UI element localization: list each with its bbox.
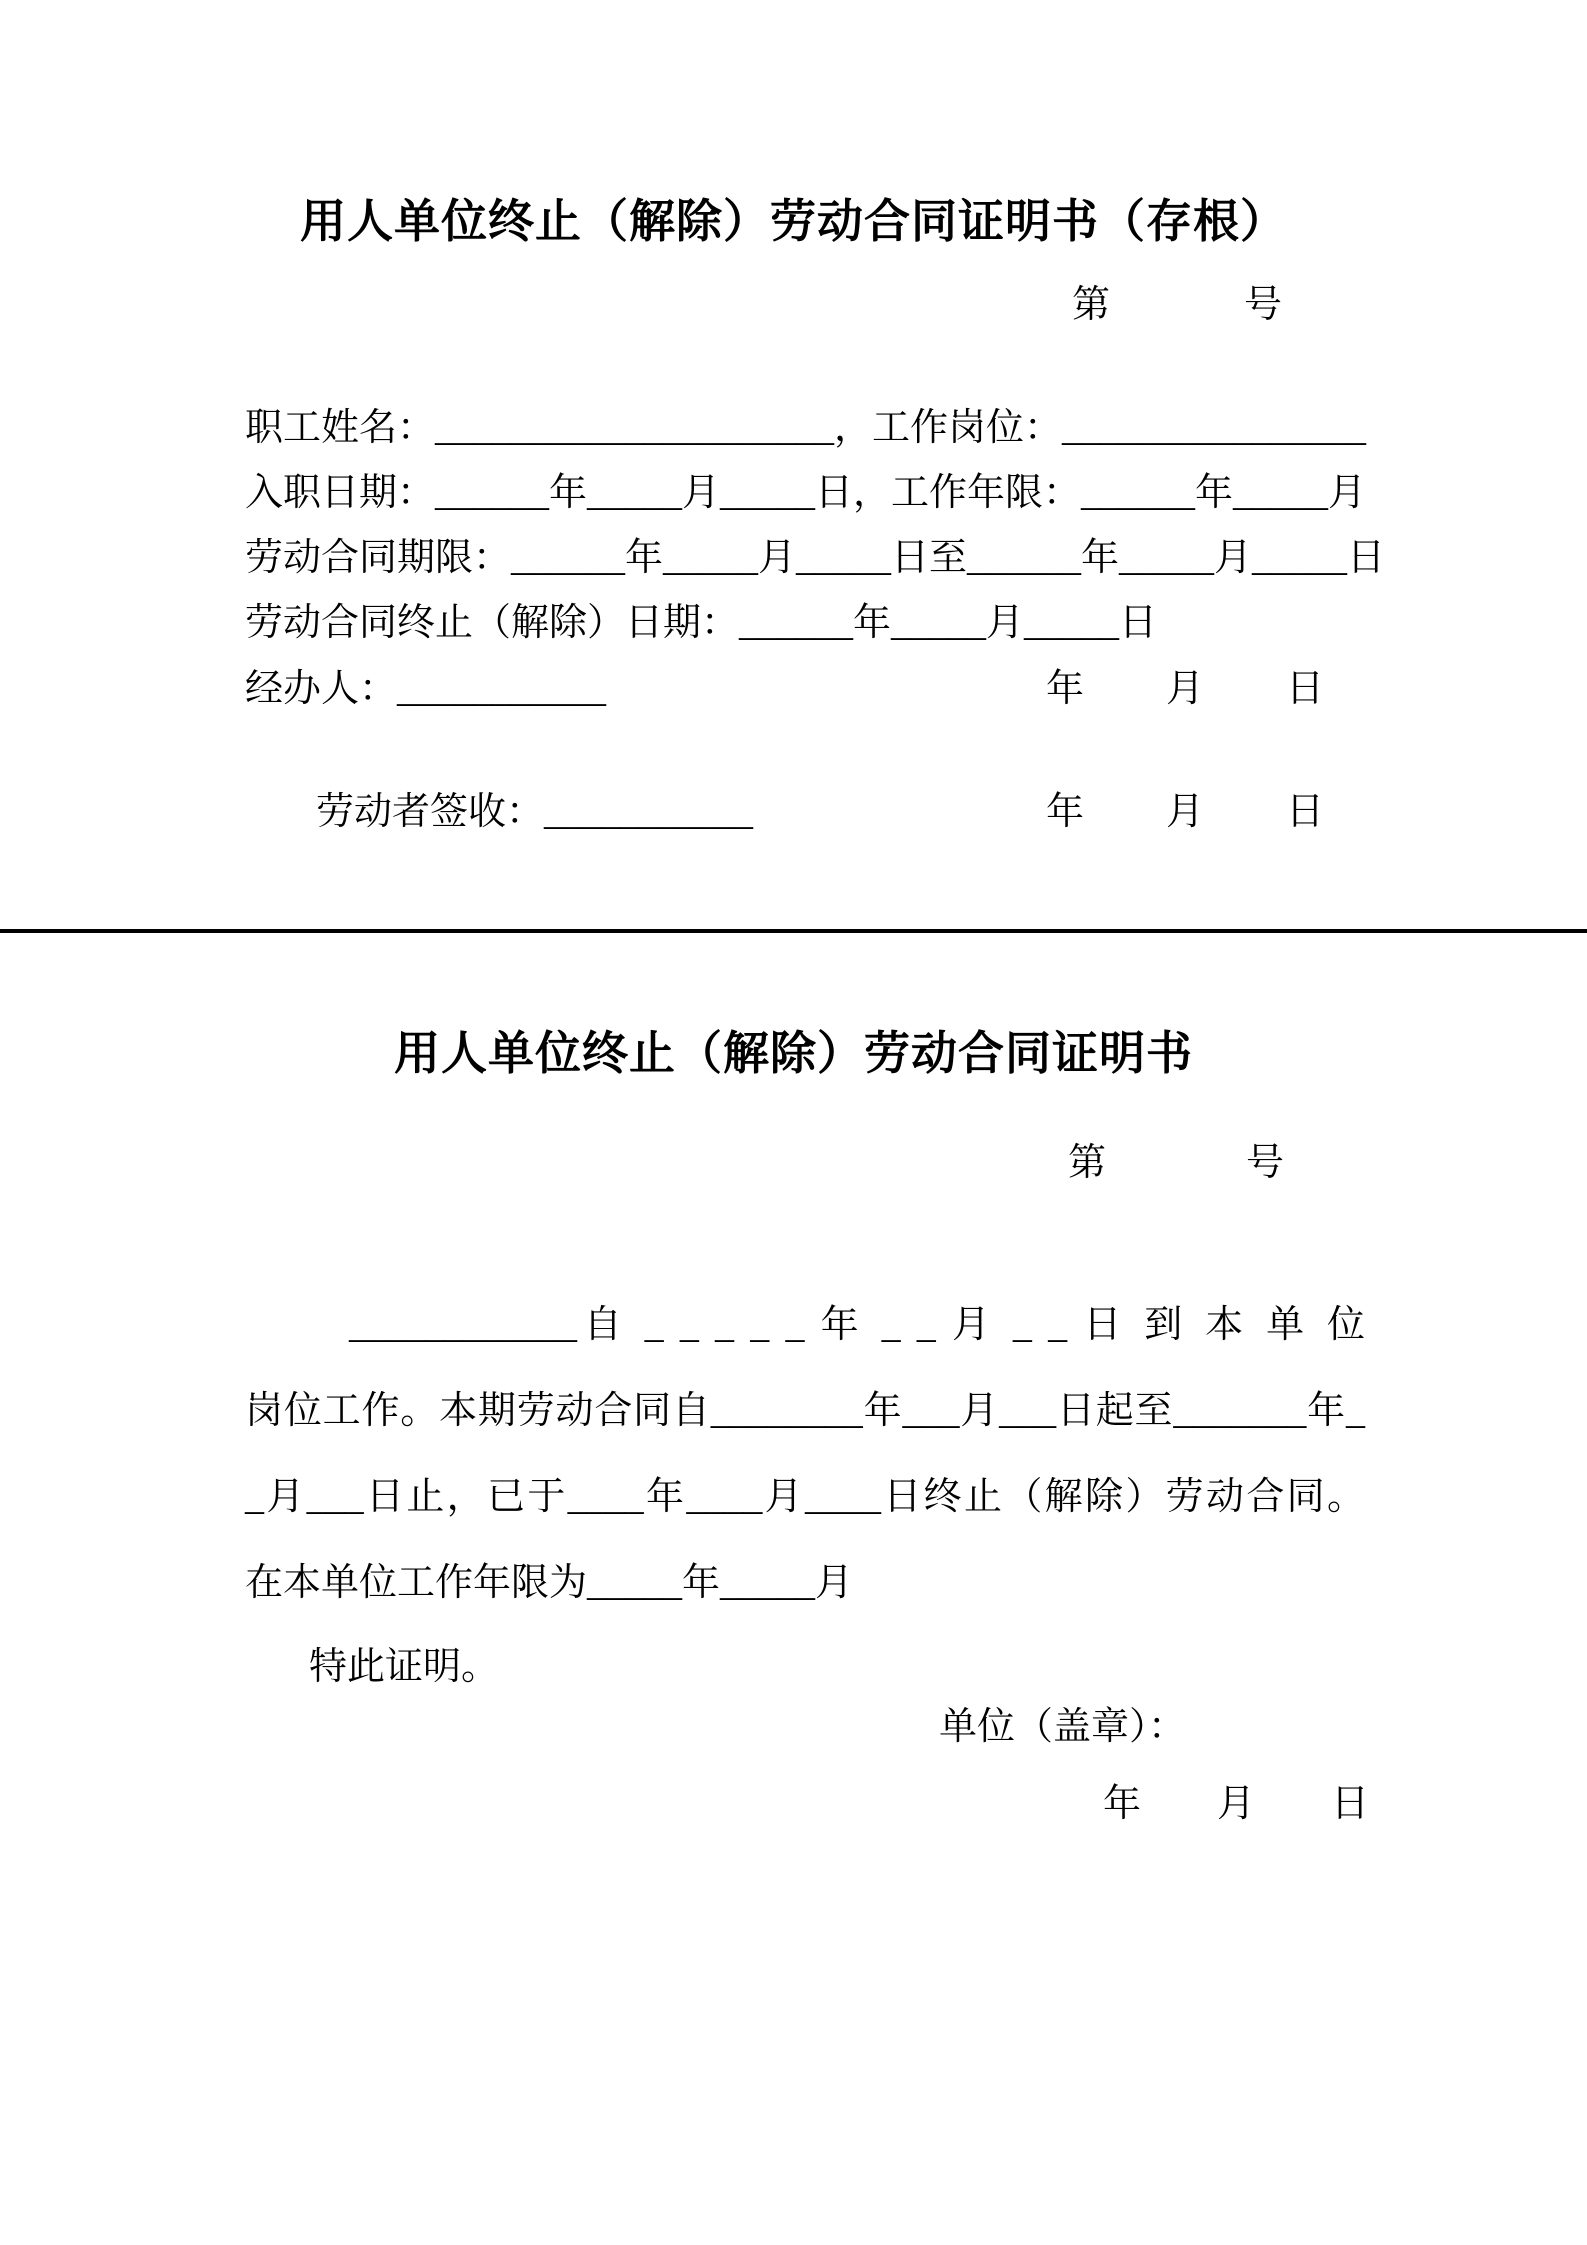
day-label: 日: [1286, 668, 1325, 710]
handler-label: 经办人：___________: [245, 668, 607, 710]
signature-date-line: [1046, 790, 1324, 836]
contract-termination-date-row: 劳动合同终止（解除）日期：______年_____月_____日: [245, 602, 1158, 644]
employee-signature-label: 劳动者签收：___________: [316, 791, 754, 833]
stub-serial-prefix: 第: [1072, 284, 1111, 326]
employee-name-position-row: 职工姓名：_____________________，工作岗位：________________: [245, 407, 1367, 449]
certificate-serial-line: [1068, 1141, 1284, 1187]
certificate-serial-prefix: 第: [1068, 1142, 1107, 1184]
cut-line-divider: [0, 929, 1587, 933]
contract-term-row: 劳动合同期限：______年_____月_____日至______年_____月_____日: [245, 537, 1386, 579]
month-label: 月: [1166, 668, 1205, 710]
year-label: 年: [1046, 668, 1085, 710]
day-label: 日: [1331, 1783, 1370, 1825]
stub-serial-line: [1072, 283, 1282, 329]
certificate-body-line-4: 在本单位工作年限为_____年_____月: [245, 1562, 854, 1604]
certificate-body-line-2: 岗位工作。本期劳动合同自________年___月___日起至_______年_: [245, 1390, 1365, 1432]
year-label: 年: [1103, 1783, 1142, 1825]
certificate-body-line-3: _月___日止，已于____年____月____日终止（解除）劳动合同。: [245, 1476, 1365, 1518]
year-label: 年: [1046, 791, 1085, 833]
day-label: 日: [1286, 791, 1325, 833]
handler-date-line: [1046, 667, 1324, 713]
company-stamp-label: 单位（盖章）：: [939, 1706, 1187, 1748]
certificate-title: 用人单位终止（解除）劳动合同证明书: [394, 1027, 1193, 1079]
hire-date-tenure-row: 入职日期：______年_____月_____日，工作年限：______年_____月: [245, 472, 1367, 514]
certificate-serial-suffix: 号: [1246, 1142, 1285, 1184]
stub-serial-suffix: 号: [1244, 284, 1283, 326]
stub-title: 用人单位终止（解除）劳动合同证明书（存根）: [300, 195, 1287, 247]
closing-statement: 特此证明。: [309, 1646, 500, 1688]
certificate-date-line: [1103, 1782, 1369, 1828]
month-label: 月: [1217, 1783, 1256, 1825]
month-label: 月: [1166, 791, 1205, 833]
certificate-body-line-1: ____________自 _ _ _ _ _ 年 _ _ 月 _ _ 日 到 本 单 位: [349, 1304, 1365, 1346]
